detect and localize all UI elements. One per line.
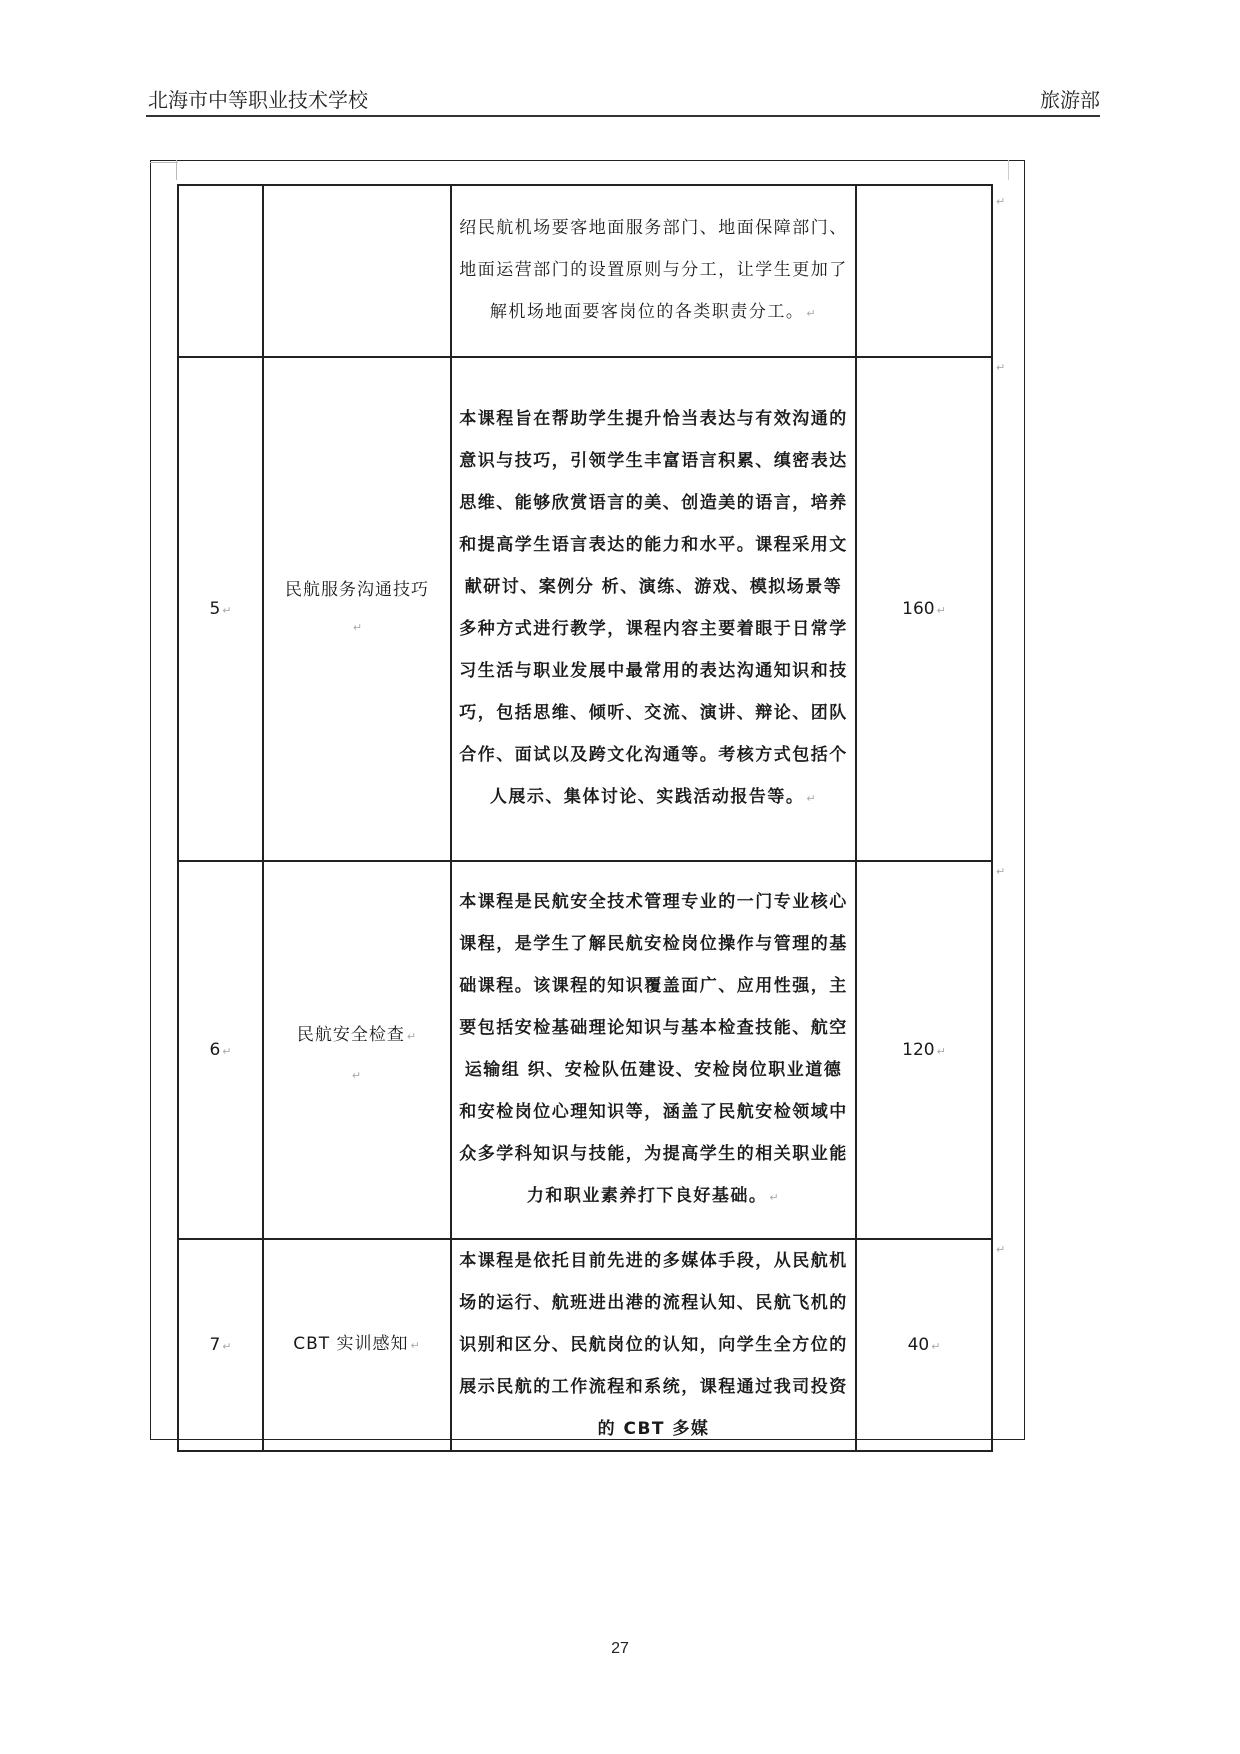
row-end-mark: ↵ bbox=[996, 1243, 1006, 1256]
course-description: 绍民航机场要客地面服务部门、地面保障部门、地面运营部门的设置原则与分工，让学生更加了解机场地面要客岗位的各类职责分工。 ↵ bbox=[451, 185, 856, 357]
course-number: 7 ↵ bbox=[178, 1239, 263, 1451]
course-name bbox=[263, 185, 451, 357]
department-name: 旅游部 bbox=[1040, 88, 1100, 112]
course-number bbox=[178, 185, 263, 357]
row-end-mark: ↵ bbox=[996, 361, 1006, 374]
course-hours: 40 ↵ bbox=[856, 1239, 992, 1451]
course-table bbox=[177, 184, 993, 1452]
right-tick bbox=[1008, 160, 1009, 180]
school-name: 北海市中等职业技术学校 bbox=[148, 88, 368, 112]
row-end-mark: ↵ bbox=[996, 865, 1006, 878]
course-description: 本课程是民航安全技术管理专业的一门专业核心课程，是学生了解民航安检岗位操作与管理的基础课程。该课程的知识覆盖面广、应用性强，主要包括安检基础理论知识与基本检查技能、航空运输组 织、安检队伍建设、安检岗位职业道德和安检岗位心理知识等，涵盖了民航安检领域中众多学科知识与技能，为提高学生的相关职业能力和职业素养打下良好基础。 ↵ bbox=[451, 861, 856, 1239]
corner-tick bbox=[150, 162, 178, 163]
course-name: CBT 实训感知 ↵ bbox=[263, 1239, 451, 1451]
table-row bbox=[178, 861, 992, 1239]
row-end-mark: ↵ bbox=[996, 195, 1006, 208]
course-hours bbox=[856, 185, 992, 357]
course-number: 5 ↵ bbox=[178, 357, 263, 861]
course-description: 本课程是依托目前先进的多媒体手段，从民航机场的运行、航班进出港的流程认知、民航飞机的识别和区分、民航岗位的认知，向学生全方位的展示民航的工作流程和系统，课程通过我司投资的 CBT 多媒 bbox=[451, 1239, 856, 1451]
header-divider bbox=[146, 115, 1100, 117]
corner-tick-vertical bbox=[176, 160, 177, 180]
course-number: 6 ↵ bbox=[178, 861, 263, 1239]
table-row bbox=[178, 185, 992, 357]
course-description: 本课程旨在帮助学生提升恰当表达与有效沟通的意识与技巧，引领学生丰富语言积累、缜密表达思维、能够欣赏语言的美、创造美的语言，培养和提高学生语言表达的能力和水平。课程采用文献研讨、案例分 析、演练、游戏、模拟场景等多种方式进行教学，课程内容主要着眼于日常学习生活与职业发展中最常用的表达沟通知识和技巧，包括思维、倾听、交流、演讲、辩论、团队合作、面试以及跨文化沟通等。考核方式包括个人展示、集体讨论、实践活动报告等。 ↵ bbox=[451, 357, 856, 861]
course-hours: 160 ↵ bbox=[856, 357, 992, 861]
course-hours: 120 ↵ bbox=[856, 861, 992, 1239]
course-name: 民航安全检查 ↵ ↵ bbox=[263, 861, 451, 1239]
page-number: 27 bbox=[611, 1640, 629, 1657]
table-row bbox=[178, 1239, 992, 1451]
table-row bbox=[178, 357, 992, 861]
course-name: 民航服务沟通技巧↵ bbox=[263, 357, 451, 861]
